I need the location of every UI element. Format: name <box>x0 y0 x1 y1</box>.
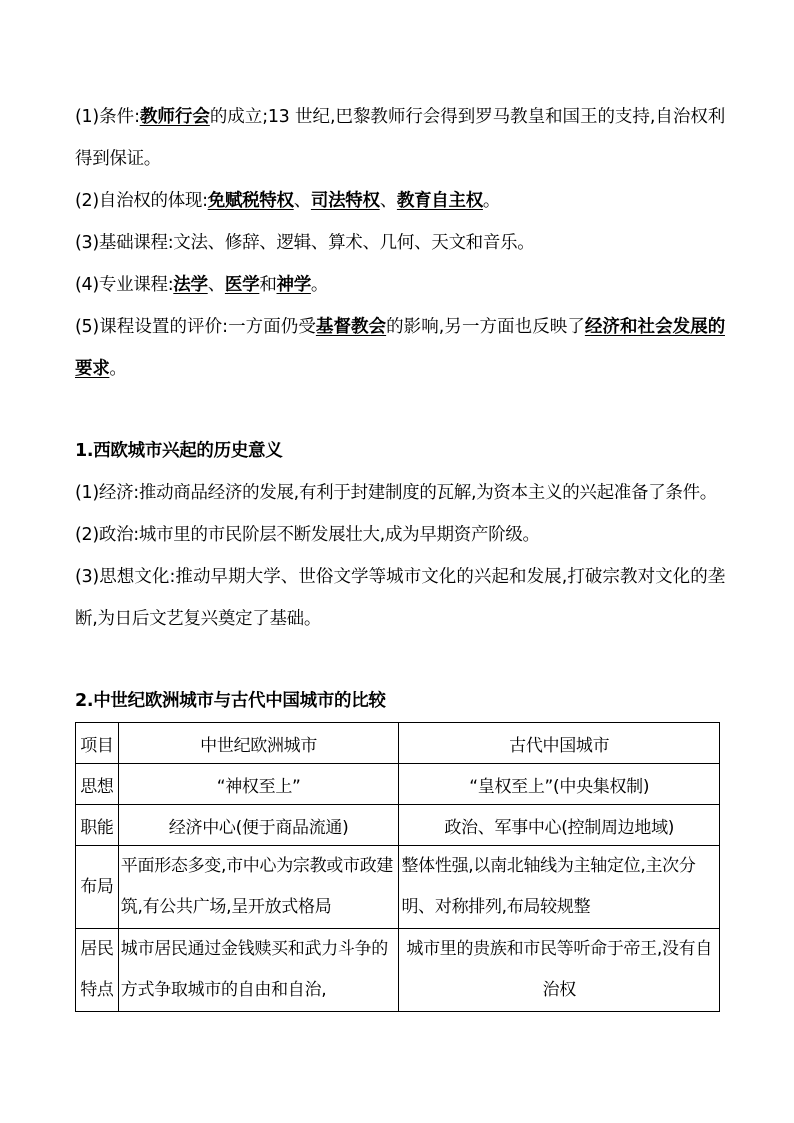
key-term: 医学 <box>224 275 260 295</box>
intro-item-1: (1)条件:教师行会的成立;13 世纪,巴黎教师行会得到罗马教皇和国王的支持,自治权利得到保证。 <box>75 107 725 169</box>
section-heading: 1.西欧城市兴起的历史意义 <box>75 441 283 461</box>
comparison-table <box>75 722 720 1012</box>
key-term: 基督教会 <box>315 317 387 337</box>
table-cell: 整体性强,以南北轴线为主轴定位,主次分明、对称排列,布局较规整 <box>399 846 720 929</box>
intro-item-3: (3)基础课程:文法、修辞、逻辑、算术、几何、天文和音乐。 <box>75 233 535 253</box>
section-item: (2)政治:城市里的市民阶层不断发展壮大,成为早期资产阶级。 <box>75 525 540 545</box>
table-cell: 城市居民通过金钱赎买和武力斗争的方式争取城市的自由和自治, <box>118 929 399 1012</box>
intro-item-4: (4)专业课程:法学、医学和神学。 <box>75 275 329 295</box>
table-row <box>76 805 720 846</box>
key-term: 免赋税特权 <box>207 191 294 211</box>
table-cell: 居民特点 <box>76 929 119 1012</box>
table-cell: 城市里的贵族和市民等听命于帝王,没有自治权 <box>399 929 720 1012</box>
key-term: 教师行会 <box>139 107 210 127</box>
key-term: 司法特权 <box>310 191 380 211</box>
table-cell: “神权至上” <box>118 764 399 805</box>
section-city-comparison <box>75 680 725 1012</box>
key-term: 经济和社会发展的要求 <box>75 317 725 379</box>
table-header-cell: 古代中国城市 <box>399 723 720 764</box>
section-historical-significance <box>75 430 725 640</box>
table-cell: 平面形态多变,市中心为宗教或市政建筑,有公共广场,呈开放式格局 <box>118 846 399 929</box>
table-header-cell: 项目 <box>76 723 119 764</box>
section-heading: 2.中世纪欧洲城市与古代中国城市的比较 <box>75 691 386 711</box>
table-cell: 职能 <box>76 805 119 846</box>
key-term: 法学 <box>173 275 208 295</box>
table-cell: 经济中心(便于商品流通) <box>118 805 399 846</box>
table-header-row <box>76 723 720 764</box>
table-cell: “皇权至上”(中央集权制) <box>399 764 720 805</box>
table-header-cell: 中世纪欧洲城市 <box>118 723 399 764</box>
key-term: 神学 <box>276 275 311 295</box>
intro-block <box>75 96 725 390</box>
table-row <box>76 929 720 1012</box>
table-cell: 思想 <box>76 764 119 805</box>
table-cell: 政治、军事中心(控制周边地域) <box>399 805 720 846</box>
key-term: 教育自主权 <box>396 191 483 211</box>
intro-item-2: (2)自治权的体现:免赋税特权、司法特权、教育自主权。 <box>75 191 501 211</box>
section-item: (3)思想文化:推动早期大学、世俗文学等城市文化的兴起和发展,打破宗教对文化的垄断,为日后文艺复兴奠定了基础。 <box>75 567 725 629</box>
table-cell: 布局 <box>76 846 119 929</box>
table-row <box>76 764 720 805</box>
section-item: (1)经济:推动商品经济的发展,有利于封建制度的瓦解,为资本主义的兴起准备了条件。 <box>75 483 718 503</box>
intro-item-5: (5)课程设置的评价:一方面仍受基督教会的影响,另一方面也反映了经济和社会发展的要求。 <box>75 317 725 379</box>
table-row <box>76 846 720 929</box>
